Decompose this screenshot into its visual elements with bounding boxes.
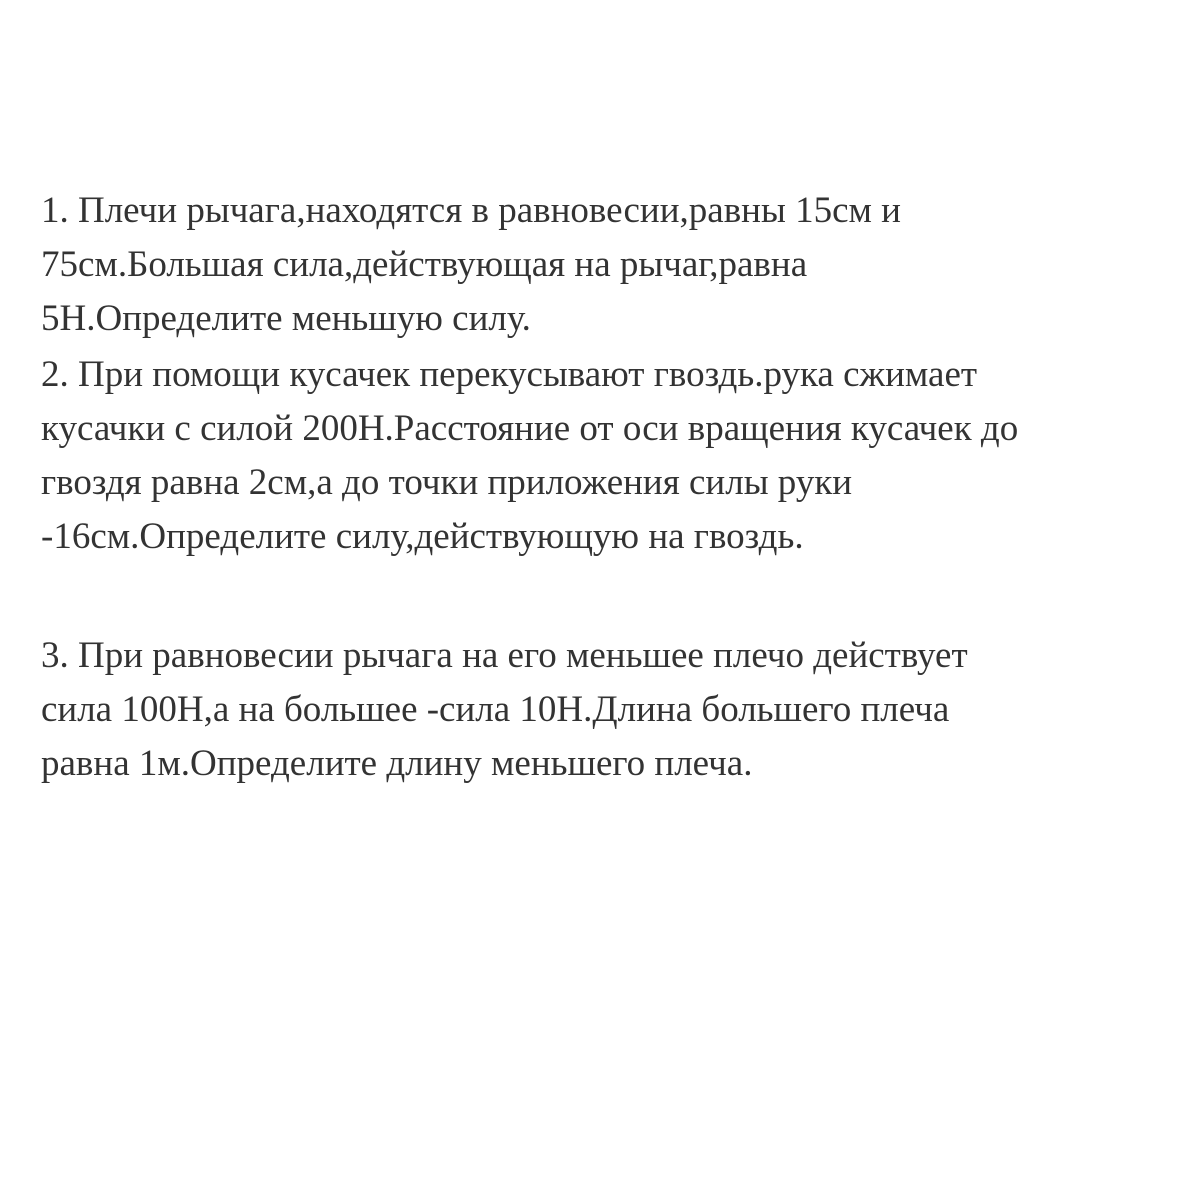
problem-3-line: 3. При равновесии рычага на его меньшее плечо действует [41, 635, 968, 676]
problem-3 [41, 629, 968, 791]
problem-1-line: 75см.Большая сила,действующая на рычаг,равна [41, 244, 808, 285]
problem-1-line: 1. Плечи рычага,находятся в равновесии,равны 15см и [41, 190, 901, 231]
problem-2 [41, 348, 1018, 564]
problem-3-line: сила 100Н,а на большее -сила 10Н.Длина большего плеча [41, 689, 950, 730]
problem-2-line: -16см.Определите силу,действующую на гвоздь. [41, 516, 804, 557]
problem-3-line: равна 1м.Определите длину меньшего плеча. [41, 743, 753, 784]
problem-2-line: гвоздя равна 2см,а до точки приложения силы руки [41, 462, 853, 503]
problem-2-line: кусачки с силой 200Н.Расстояние от оси вращения кусачек до [41, 408, 1019, 449]
problem-1-line: 5Н.Определите меньшую силу. [41, 298, 531, 339]
problem-1 [41, 184, 901, 346]
problem-2-line: 2. При помощи кусачек перекусывают гвоздь.рука сжимает [41, 354, 978, 395]
